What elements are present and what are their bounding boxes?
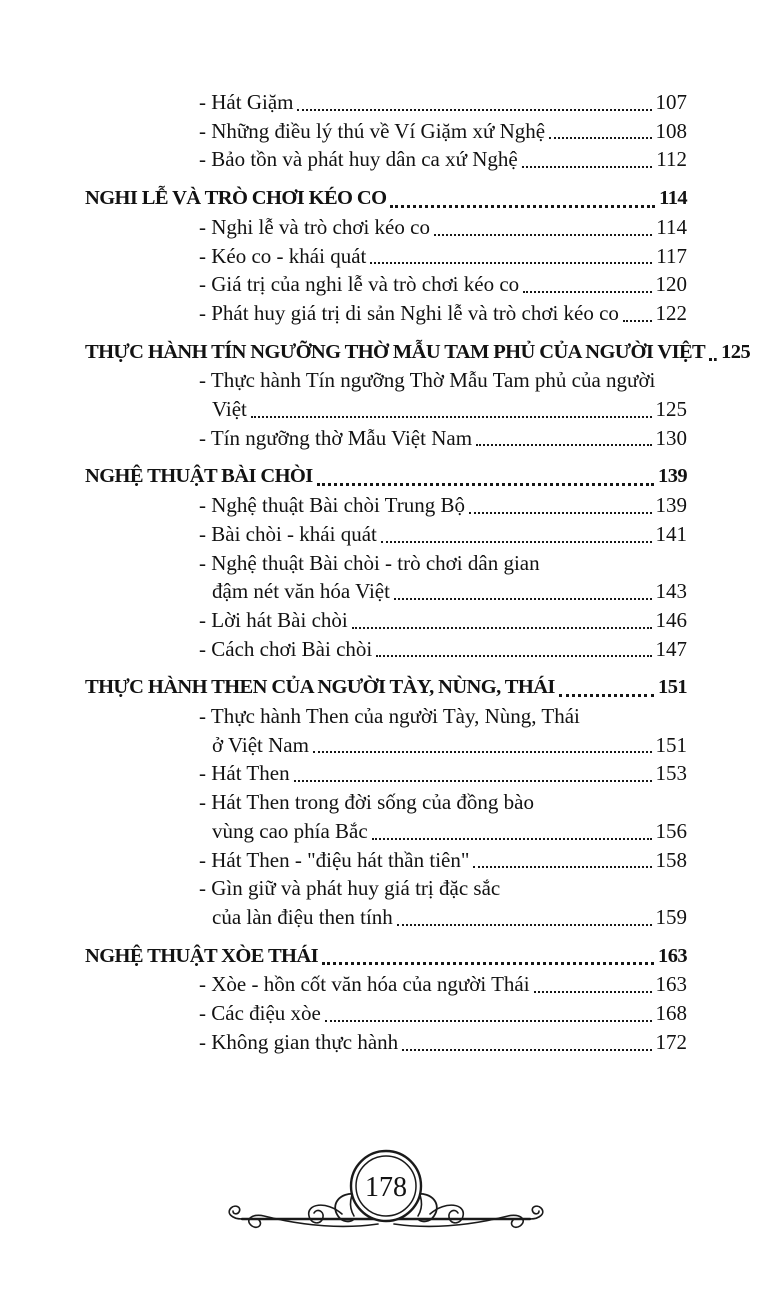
- toc-entry: [85, 299, 687, 328]
- toc-leader-dots: [534, 991, 652, 993]
- toc-page-number: 141: [655, 521, 687, 546]
- toc-page-number: 146: [655, 607, 687, 632]
- toc-entry: [85, 702, 687, 731]
- toc-entry-text: THỰC HÀNH TÍN NGƯỠNG THỜ MẪU TAM PHỦ CỦA NGƯỜI VIỆT: [85, 340, 706, 363]
- toc-leader-dots: [469, 512, 652, 514]
- toc-entry-text: - Bảo tồn và phát huy dân ca xứ Nghệ: [199, 147, 518, 172]
- toc-entry: [85, 970, 687, 999]
- toc-entry: [85, 635, 687, 664]
- toc-page-number: 143: [655, 579, 687, 604]
- toc-list: [85, 88, 751, 1057]
- toc-entry-text: của làn điệu then tính: [212, 904, 393, 929]
- toc-page-number: 130: [655, 425, 687, 450]
- toc-page-number: 159: [655, 904, 687, 929]
- toc-entry: [85, 145, 687, 174]
- toc-entry-text: - Nghệ thuật Bài chòi - trò chơi dân gian: [199, 550, 540, 575]
- toc-page-number: 108: [655, 118, 687, 143]
- toc-entry-text: - Gìn giữ và phát huy giá trị đặc sắc: [199, 876, 501, 901]
- toc-leader-dots: [623, 320, 652, 322]
- toc-leader-dots: [370, 262, 652, 264]
- toc-page-number: 122: [655, 300, 687, 325]
- toc-entry: [85, 874, 687, 903]
- toc-entry: [85, 242, 687, 271]
- toc-section-heading: [85, 338, 751, 367]
- toc-entry: [85, 1028, 687, 1057]
- toc-leader-dots: [372, 838, 652, 840]
- toc-leader-dots: [559, 694, 654, 697]
- toc-entry-text: - Thực hành Tín ngưỡng Thờ Mẫu Tam phủ của người: [199, 368, 656, 393]
- toc-entry: [85, 491, 687, 520]
- toc-entry-text: - Các điệu xòe: [199, 1001, 321, 1026]
- toc-leader-dots: [313, 751, 652, 753]
- toc-entry: [85, 520, 687, 549]
- toc-leader-dots: [394, 598, 652, 600]
- toc-leader-dots: [523, 291, 651, 293]
- toc-page-number: 120: [655, 272, 687, 297]
- toc-entry-continuation: [85, 731, 687, 760]
- toc-entry-continuation: [85, 577, 687, 606]
- toc-entry-text: NGHI LỄ VÀ TRÒ CHƠI KÉO CO: [85, 187, 387, 210]
- toc-entry-text: - Lời hát Bài chòi: [199, 607, 348, 632]
- toc-leader-dots: [317, 483, 654, 486]
- toc-page-number: 114: [656, 214, 687, 239]
- toc-entry-text: Việt: [212, 397, 247, 422]
- toc-leader-dots: [325, 1020, 652, 1022]
- toc-entry-text: - Giá trị của nghi lễ và trò chơi kéo co: [199, 272, 520, 297]
- toc-entry-text: - Nghệ thuật Bài chòi Trung Bộ: [199, 493, 465, 518]
- toc-entry-text: - Hát Then: [199, 761, 290, 786]
- page-footer: [0, 1138, 772, 1248]
- toc-leader-dots: [352, 627, 652, 629]
- toc-leader-dots: [390, 205, 655, 208]
- toc-entry-continuation: [85, 395, 687, 424]
- toc-entry-continuation: [85, 817, 687, 846]
- toc-leader-dots: [473, 866, 651, 868]
- toc-page-number: 125: [721, 340, 751, 363]
- toc-leader-dots: [476, 444, 651, 446]
- toc-entry: [85, 846, 687, 875]
- toc-leader-dots: [294, 780, 652, 782]
- toc-entry: [85, 88, 687, 117]
- toc-entry-text: - Nghi lễ và trò chơi kéo co: [199, 214, 430, 239]
- toc-page-number: 153: [655, 761, 687, 786]
- toc-entry-text: - Những điều lý thú về Ví Giặm xứ Nghệ: [199, 118, 546, 143]
- toc-leader-dots: [709, 358, 717, 361]
- toc-page-number: 168: [655, 1001, 687, 1026]
- toc-page-number: 139: [655, 493, 687, 518]
- toc-leader-dots: [402, 1049, 651, 1051]
- toc-entry-text: - Hát Then - "điệu hát thần tiên": [199, 847, 470, 872]
- toc-section-heading: [85, 673, 687, 702]
- toc-page-number: 114: [659, 187, 687, 210]
- toc-entry-text: - Kéo co - khái quát: [199, 243, 367, 268]
- toc-entry: [85, 424, 687, 453]
- toc-section-heading: [85, 462, 687, 491]
- toc-entry-text: vùng cao phía Bắc: [212, 818, 368, 843]
- toc-entry-text: - Phát huy giá trị di sản Nghi lễ và trò chơi kéo co: [199, 300, 619, 325]
- toc-page-number: 172: [655, 1029, 687, 1054]
- footer-page-number: 178: [365, 1172, 407, 1203]
- toc-entry-text: ở Việt Nam: [212, 732, 309, 757]
- footer-ornament-icon: [146, 1138, 626, 1248]
- toc-leader-dots: [376, 655, 651, 657]
- toc-leader-dots: [381, 541, 652, 543]
- toc-entry: [85, 270, 687, 299]
- toc-page-number: 107: [655, 90, 687, 114]
- toc-page-number: 163: [655, 972, 687, 997]
- toc-entry-text: - Hát Then trong đời sống của đồng bào: [199, 790, 534, 815]
- toc-entry: [85, 788, 687, 817]
- toc-page-number: 125: [655, 397, 687, 422]
- toc-entry: [85, 759, 687, 788]
- toc-entry: [85, 366, 687, 395]
- toc-entry-text: đậm nét văn hóa Việt: [212, 579, 390, 604]
- toc-entry: [85, 213, 687, 242]
- toc-page-number: 156: [655, 818, 687, 843]
- toc-leader-dots: [549, 137, 651, 139]
- toc-entry: [85, 117, 687, 146]
- toc-page-number: 139: [658, 465, 687, 488]
- toc-leader-dots: [397, 924, 652, 926]
- toc-leader-dots: [322, 962, 654, 965]
- toc-entry-text: - Không gian thực hành: [199, 1029, 399, 1054]
- toc-leader-dots: [251, 416, 652, 418]
- toc-section-heading: [85, 942, 687, 971]
- toc-entry-text: - Cách chơi Bài chòi: [199, 636, 373, 661]
- toc-entry-text: - Thực hành Then của người Tày, Nùng, Thái: [199, 704, 580, 729]
- toc-leader-dots: [297, 109, 651, 111]
- toc-entry-text: - Tín ngưỡng thờ Mẫu Việt Nam: [199, 425, 473, 450]
- toc-entry-text: NGHỆ THUẬT BÀI CHÒI: [85, 465, 313, 488]
- toc-leader-dots: [522, 166, 653, 168]
- toc-entry: [85, 999, 687, 1028]
- toc-page-number: 147: [655, 636, 687, 661]
- toc-page-number: 163: [658, 944, 687, 967]
- toc-leader-dots: [434, 234, 652, 236]
- toc-entry-text: - Hát Giặm: [199, 90, 294, 114]
- toc-page-number: 151: [655, 732, 687, 757]
- toc-entry-text: NGHỆ THUẬT XÒE THÁI: [85, 944, 318, 967]
- toc-page-number: 112: [656, 147, 687, 172]
- toc-entry-text: THỰC HÀNH THEN CỦA NGƯỜI TÀY, NÙNG, THÁI: [85, 676, 555, 699]
- toc-entry-text: - Xòe - hồn cốt văn hóa của người Thái: [199, 972, 530, 997]
- toc-entry: [85, 606, 687, 635]
- toc-page-number: 151: [658, 676, 687, 699]
- toc-entry-continuation: [85, 903, 687, 932]
- toc-entry-text: - Bài chòi - khái quát: [199, 521, 377, 546]
- toc-page-number: 117: [656, 243, 687, 268]
- toc-entry: [85, 549, 687, 578]
- toc-section-heading: [85, 184, 687, 213]
- toc-page-number: 158: [655, 847, 687, 872]
